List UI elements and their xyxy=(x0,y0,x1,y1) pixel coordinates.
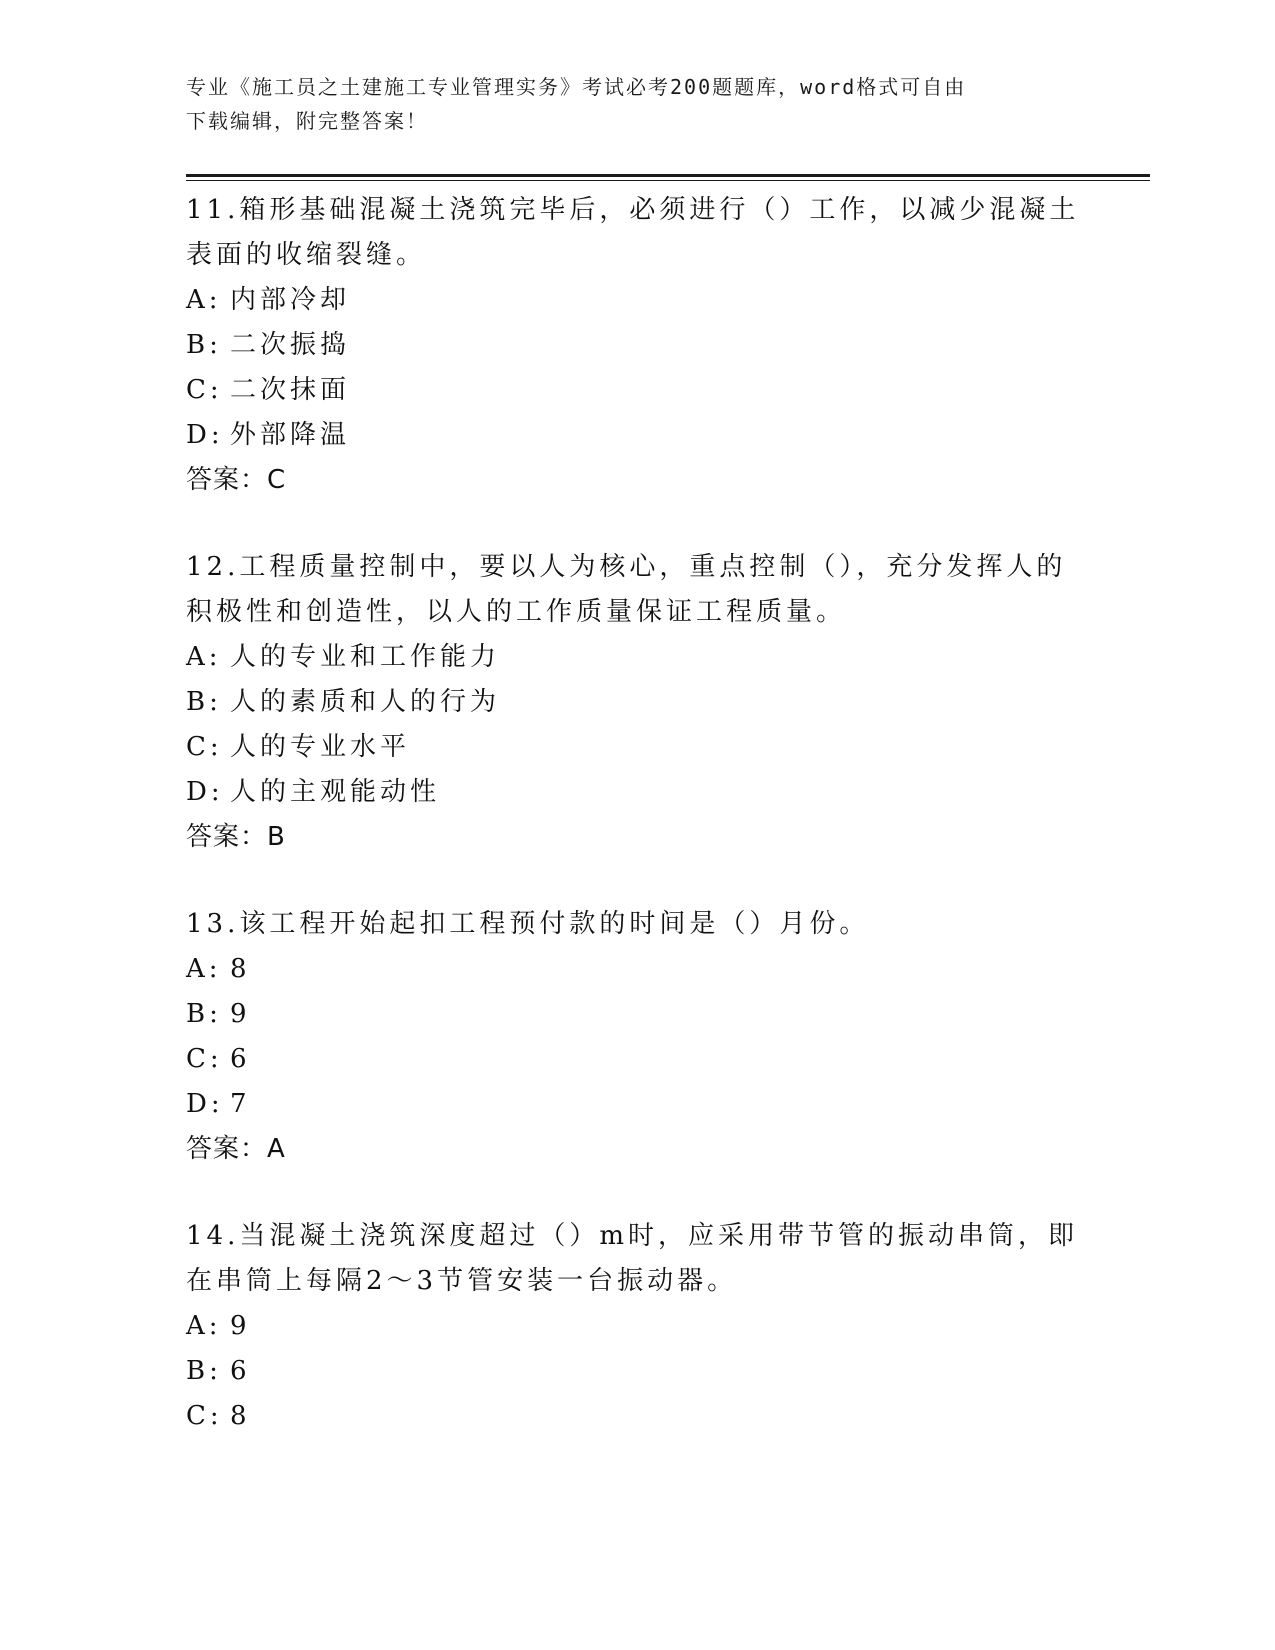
option-label: C: xyxy=(186,732,223,762)
option-c xyxy=(186,368,1086,413)
answer-line: 答案：A xyxy=(186,1134,286,1164)
option-text: 人的专业和工作能力 xyxy=(230,642,501,672)
question-stem: 12.工程质量控制中，要以人为核心，重点控制（），充分发挥人的积极性和创造性，以人的工作质量保证工程质量。 xyxy=(186,552,1067,627)
option-label: C: xyxy=(186,1044,223,1074)
question-list xyxy=(186,188,1086,1481)
option-text: 内部冷却 xyxy=(230,285,351,315)
option-b xyxy=(186,1349,1086,1394)
option-label: B: xyxy=(186,999,222,1029)
question-14 xyxy=(186,1214,1086,1439)
option-d xyxy=(186,413,1086,458)
option-label: D: xyxy=(186,1089,224,1119)
option-label: C: xyxy=(186,1401,223,1431)
option-text: 6 xyxy=(230,1044,251,1074)
question-12 xyxy=(186,545,1086,860)
option-b xyxy=(186,680,1086,725)
option-text: 7 xyxy=(230,1089,251,1119)
header-line-2: 下载编辑，附完整答案！ xyxy=(186,109,428,133)
option-a xyxy=(186,1304,1086,1349)
header-divider-thick xyxy=(186,174,1150,177)
option-label: D: xyxy=(186,777,224,807)
option-a xyxy=(186,947,1086,992)
option-label: D: xyxy=(186,420,224,450)
question-13 xyxy=(186,902,1086,1172)
document-header xyxy=(186,70,1066,138)
option-label: B: xyxy=(186,330,222,360)
option-label: C: xyxy=(186,375,223,405)
option-label: B: xyxy=(186,687,222,717)
option-label: A: xyxy=(186,954,222,984)
option-a xyxy=(186,635,1086,680)
option-a xyxy=(186,278,1086,323)
option-text: 8 xyxy=(230,1401,251,1431)
option-text: 8 xyxy=(230,954,251,984)
question-11 xyxy=(186,188,1086,503)
question-stem: 13.该工程开始起扣工程预付款的时间是（）月份。 xyxy=(186,909,870,939)
option-label: A: xyxy=(186,642,222,672)
header-line-1: 专业《施工员之土建施工专业管理实务》考试必考200题题库，word格式可自由 xyxy=(186,75,967,99)
option-text: 9 xyxy=(230,1311,251,1341)
option-text: 人的专业水平 xyxy=(230,732,411,762)
option-text: 二次振捣 xyxy=(230,330,351,360)
option-label: A: xyxy=(186,1311,222,1341)
question-stem: 14.当混凝土浇筑深度超过（）m时，应采用带节管的振动串筒，即在串筒上每隔2～3节管安装一台振动器。 xyxy=(186,1221,1079,1296)
option-b xyxy=(186,323,1086,368)
option-label: B: xyxy=(186,1356,222,1386)
option-label: A: xyxy=(186,285,222,315)
header-divider-thin xyxy=(186,180,1150,181)
option-text: 二次抹面 xyxy=(230,375,351,405)
option-c xyxy=(186,1037,1086,1082)
option-d xyxy=(186,770,1086,815)
option-text: 人的主观能动性 xyxy=(230,777,441,807)
option-d xyxy=(186,1082,1086,1127)
option-text: 外部降温 xyxy=(230,420,351,450)
option-c xyxy=(186,1394,1086,1439)
question-stem: 11.箱形基础混凝土浇筑完毕后，必须进行（）工作，以减少混凝土表面的收缩裂缝。 xyxy=(186,195,1080,270)
option-b xyxy=(186,992,1086,1037)
option-text: 人的素质和人的行为 xyxy=(230,687,501,717)
option-text: 9 xyxy=(230,999,251,1029)
option-c xyxy=(186,725,1086,770)
option-text: 6 xyxy=(230,1356,251,1386)
answer-line: 答案：B xyxy=(186,822,286,852)
answer-line: 答案：C xyxy=(186,465,287,495)
